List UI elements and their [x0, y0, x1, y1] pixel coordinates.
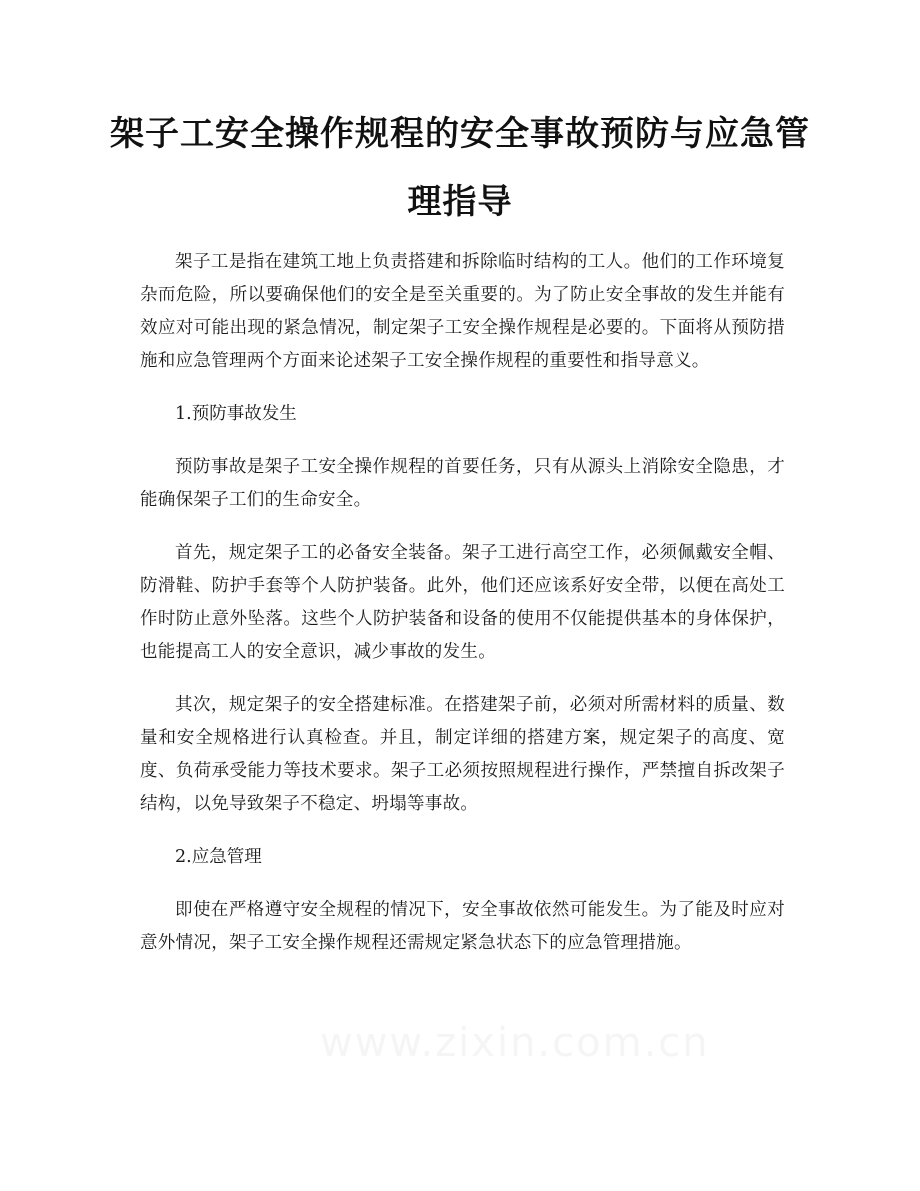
document-title: 架子工安全操作规程的安全事故预防与应急管理指导 [110, 114, 810, 222]
emergency-paragraph: 即使在严格遵守安全规程的情况下，安全事故依然可能发生。为了能及时应对意外情况，架子工安全操作规程还需规定紧急状态下的应急管理措施。 [140, 900, 785, 953]
intro-paragraph: 架子工是指在建筑工地上负责搭建和拆除临时结构的工人。他们的工作环境复杂而危险，所以要确保他们的安全是至关重要的。为了防止安全事故的发生并能有效应对可能出现的紧急情况，制定架子工安全操作规程是必要的。下面将从预防措施和应急管理两个方面来论述架子工安全操作规程的重要性和指导意义。 [140, 252, 785, 371]
section-heading-emergency: 2.应急管理 [175, 847, 262, 867]
equipment-paragraph: 首先，规定架子工的必备安全装备。架子工进行高空工作，必须佩戴安全帽、防滑鞋、防护手套等个人防护装备。此外，他们还应该系好安全带，以便在高处工作时防止意外坠落。这些个人防护装备和设备的使用不仅能提供基本的身体保护，也能提高工人的安全意识，减少事故的发生。 [140, 543, 785, 662]
watermark-text: www.zixin.com.cn [320, 1020, 710, 1066]
prevention-paragraph: 预防事故是架子工安全操作规程的首要任务，只有从源头上消除安全隐患，才能确保架子工们的生命安全。 [140, 457, 785, 510]
document-body [140, 246, 785, 980]
section-heading-prevention: 1.预防事故发生 [175, 404, 297, 424]
scaffold-standard-paragraph: 其次，规定架子的安全搭建标准。在搭建架子前，必须对所需材料的质量、数量和安全规格进行认真检查。并且，制定详细的搭建方案，规定架子的高度、宽度、负荷承受能力等技术要求。架子工必须按照规程进行操作，严禁擅自拆改架子结构，以免导致架子不稳定、坍塌等事故。 [140, 695, 785, 814]
